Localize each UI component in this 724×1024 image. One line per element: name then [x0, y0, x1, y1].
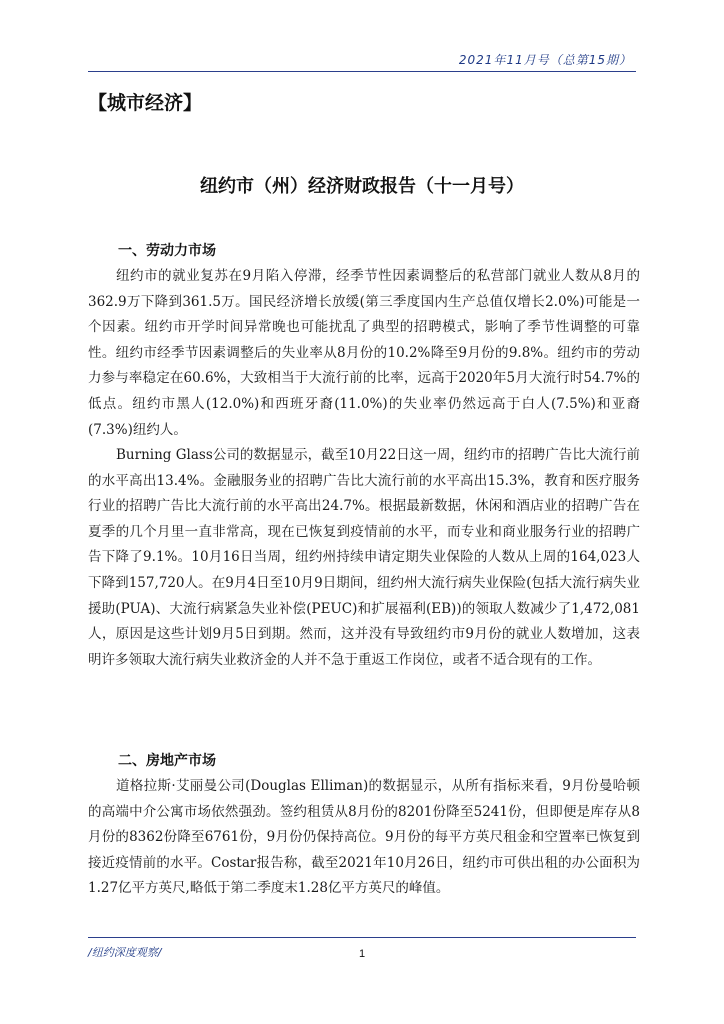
footer-divider: [88, 937, 636, 938]
document-title: 纽约市（州）经济财政报告（十一月号）: [200, 176, 524, 197]
issue-header: 2021年11月号（总第15期）: [458, 53, 632, 67]
paragraph-real-estate-1: 道格拉斯·艾丽曼公司(Douglas Elliman)的数据显示，从所有指标来看，9月份曼哈顿的高端中介公寓市场依然强劲。签约租赁从8月份的8201份降至5241份，但即便是库存从8月份的8362份降至6761份，9月份仍保持高位。9月份的每平方英尺租金和空置率已恢复到接近疫情前的水平。Costar报告称，截至2021年10月26日，纽约市可供出租的办公面积为1.27亿平方英尺,略低于第二季度末1.28亿平方英尺的峰值。: [88, 778, 640, 897]
footer-publication: /纽约深度观察/: [88, 946, 162, 959]
section-heading-real-estate: 二、房地产市场: [118, 753, 216, 769]
paragraph-labor-2: Burning Glass公司的数据显示，截至10月22日这一周，纽约市的招聘广告比大流行前的水平高出13.4%。金融服务业的招聘广告比大流行前的水平高出15.3%，教育和医疗服务行业的招聘广告比大流行前的水平高出24.7%。根据最新数据，休闲和酒店业的招聘广告在夏季的几个月里一直非常高，现在已恢复到疫情前的水平，而专业和商业服务行业的招聘广告下降了9.1%。10月16日当周，纽约州持续申请定期失业保险的人数从上周的164,023人下降到157,720人。在9月4日至10月9日期间，纽约州大流行病失业保险(包括大流行病失业援助(PUA)、大流行病紧急失业补偿(PEUC)和扩展福利(EB))的领取人数减少了1,472,081人，原因是这些计划9月5日到期。然而，这并没有导致纽约市9月份的就业人数增加，这表明许多领取大流行病失业救济金的人并不急于重返工作岗位，或者不适合现有的工作。: [88, 447, 640, 668]
header-divider: [88, 71, 636, 72]
section-heading-labor: 一、劳动力市场: [118, 243, 216, 259]
paragraph-labor-1: 纽约市的就业复苏在9月陷入停滞，经季节性因素调整后的私营部门就业人数从8月的362.9万下降到361.5万。国民经济增长放缓(第三季度国内生产总值仅增长2.0%)可能是一个因素。纽约市开学时间异常晚也可能扰乱了典型的招聘模式，影响了季节性调整的可靠性。纽约市经季节因素调整后的失业率从8月份的10.2%降至9月份的9.8%。纽约市的劳动力参与率稳定在60.6%，大致相当于大流行前的比率，远高于2020年5月大流行时54.7%的低点。纽约市黑人(12.0%)和西班牙裔(11.0%)的失业率仍然远高于白人(7.5%)和亚裔(7.3%)纽约人。: [88, 268, 640, 438]
section-tag: 【城市经济】: [88, 92, 203, 114]
page-number: 1: [358, 948, 366, 960]
